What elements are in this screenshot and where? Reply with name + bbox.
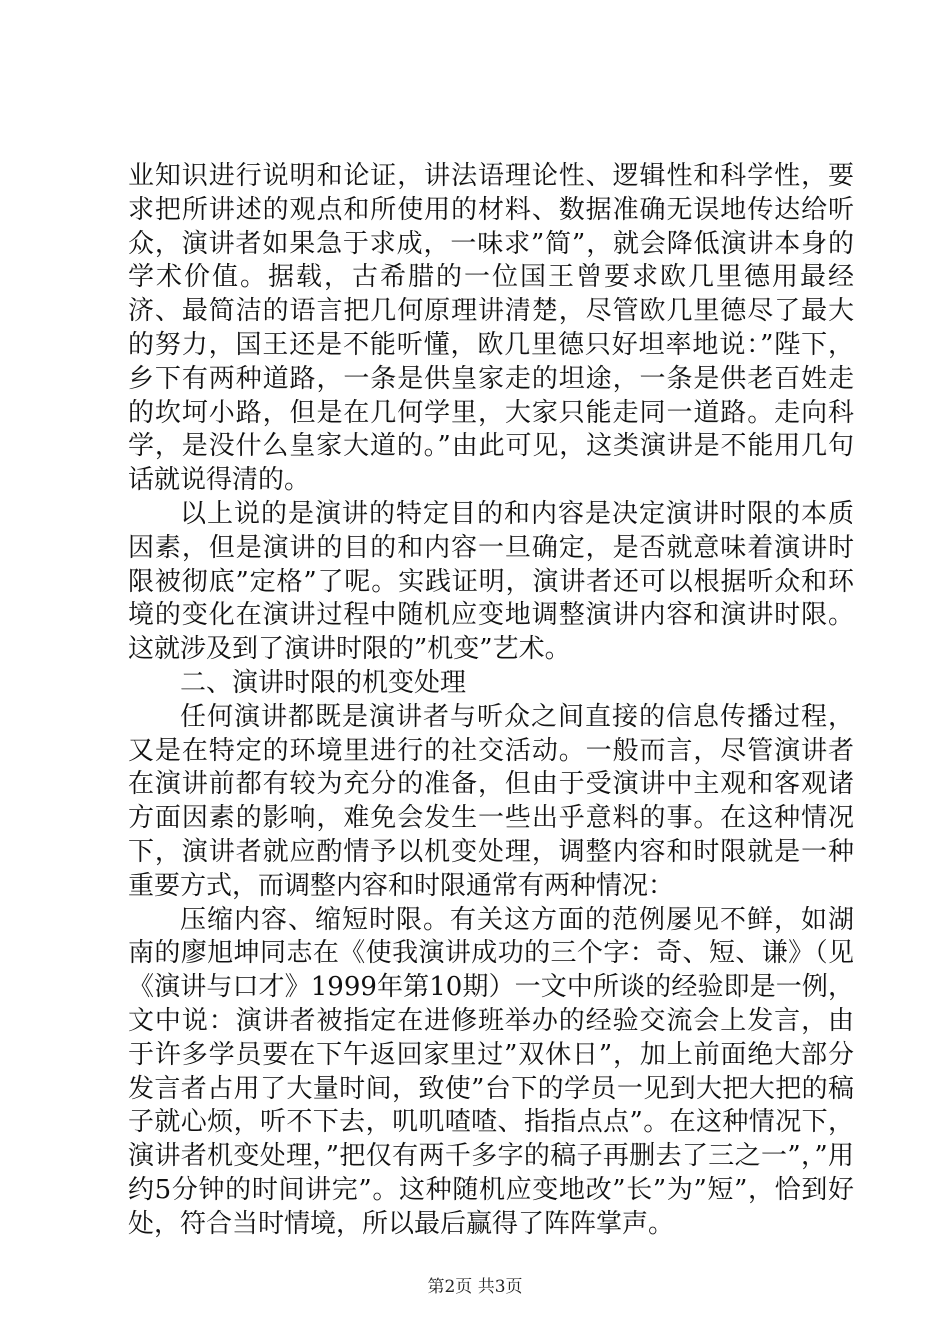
paragraph-intro: 任何演讲都既是演讲者与听众之间直接的信息传播过程，又是在特定的环境里进行的社交活动。一般而言，尽管演讲者在演讲前都有较为充分的准备，但由于受演讲中主观和客观诸方面因素的影响，难免会发生一些出乎意料的事。在这种情况下，演讲者就应酌情予以机变处理，调整内容和时限就是一种重要方式，而调整内容和时限通常有两种情况： <box>128 701 854 901</box>
paragraph-example: 压缩内容、缩短时限。有关这方面的范例屡见不鲜，如湖南的廖旭坤同志在《使我演讲成功的三个字：奇、短、谦》（见《演讲与口才》1999年第10期）一文中所谈的经验即是一例，文中说：演讲者被指定在进修班举办的经验交流会上发言，由于许多学员要在下午返回家里过”双休日”，加上前面绝大部分发言者占用了大量时间，致使”台下的学员一见到大把大把的稿子就心烦，听不下去，叽叽喳喳、指指点点”。在这种情况下，演讲者机变处理，”把仅有两千多字的稿子再删去了三之一”，”用约5分钟的时间讲完”。这种随机应变地改”长”为”短”，恰到好处，符合当时情境，所以最后赢得了阵阵掌声。 <box>128 904 854 1239</box>
paragraph-summary: 以上说的是演讲的特定目的和内容是决定演讲时限的本质因素，但是演讲的目的和内容一旦确定，是否就意味着演讲时限被彻底”定格”了呢。实践证明，演讲者还可以根据听众和环境的变化在演讲过程中随机应变地调整演讲内容和演讲时限。这就涉及到了演讲时限的”机变”艺术。 <box>128 498 854 665</box>
section-heading: 二、演讲时限的机变处理 <box>180 667 467 698</box>
document-body <box>128 160 854 1242</box>
paragraph-continuation: 业知识进行说明和论证，讲法语理论性、逻辑性和科学性，要求把所讲述的观点和所使用的材料、数据准确无误地传达给听众，演讲者如果急于求成，一味求”简”，就会降低演讲本身的学术价值。据载，古希腊的一位国王曾要求欧几里德用最经济、最简洁的语言把几何原理讲清楚，尽管欧几里德尽了最大的努力，国王还是不能听懂，欧几里德只好坦率地说：”陛下，乡下有两种道路，一条是供皇家走的坦途，一条是供老百姓走的坎坷小路，但是在几何学里，大家只能走同一道路。走向科学，是没什么皇家大道的。”由此可见，这类演讲是不能用几句话就说得清的。 <box>128 161 854 496</box>
page-number: 第2页 共3页 <box>427 1277 523 1297</box>
